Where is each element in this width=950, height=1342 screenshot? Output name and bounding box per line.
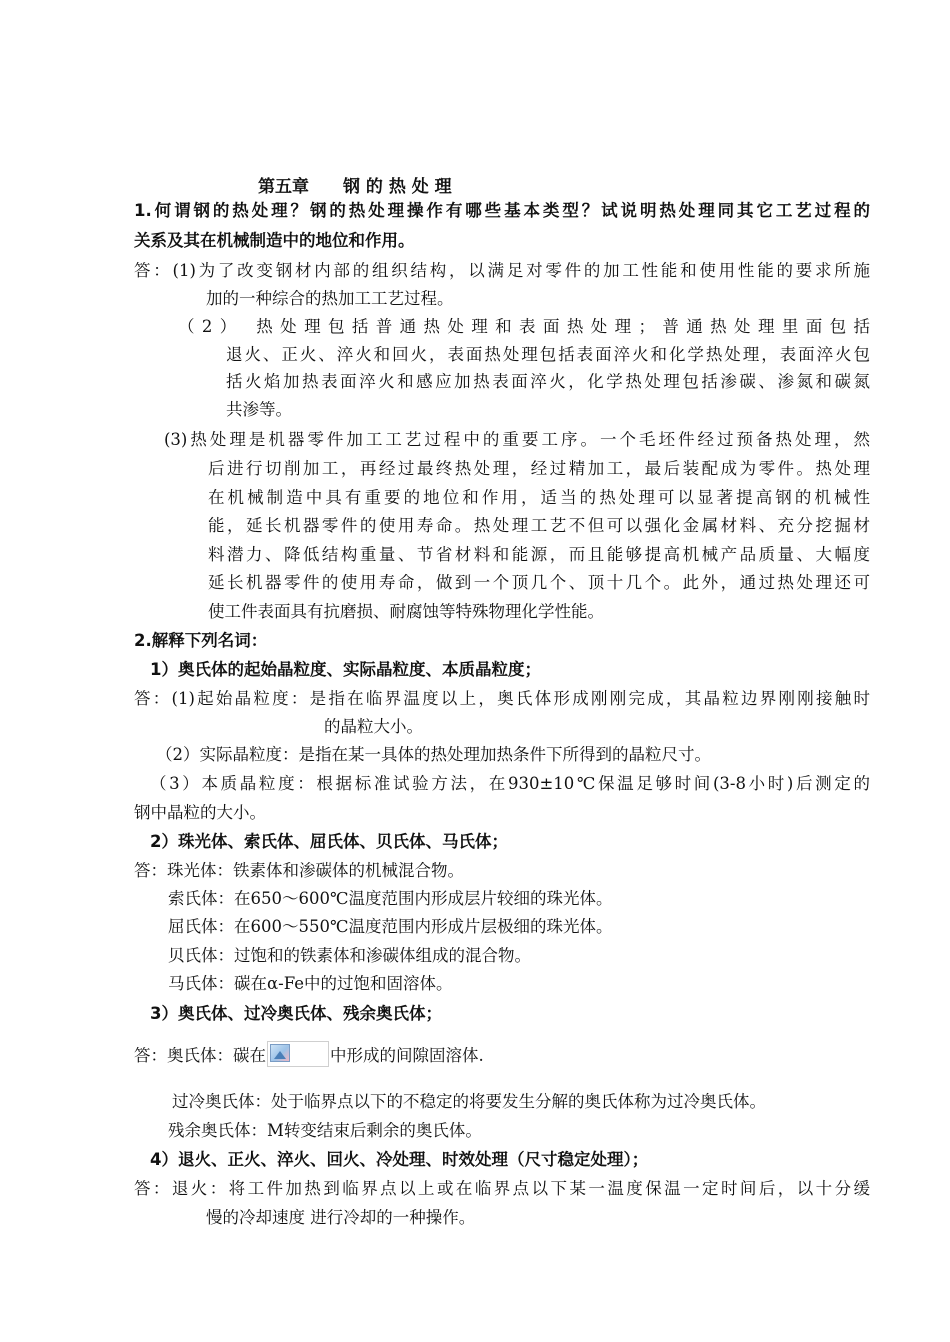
question-1-line-2: 关系及其在机械制造中的地位和作用。 (134, 231, 415, 250)
answer-1-p3-line-2: 后进行切削加工，再经过最终热处理，经过精加工，最后装配成为零件。热处理 (208, 459, 870, 478)
answer-1-p1-line-2: 加的一种综合的热加工工艺过程。 (206, 289, 454, 308)
austenite-text-before: 答：奥氏体：碳在 (134, 1046, 266, 1065)
section-3-answer-retained: 残余奥氏体：M转变结束后剩余的奥氏体。 (168, 1121, 482, 1140)
section-2-answer-sorbite: 索氏体：在650～600℃温度范围内形成层片较细的珠光体。 (168, 889, 613, 908)
section-2-answer-bainite: 贝氏体：过饱和的铁素体和渗碳体组成的混合物。 (168, 946, 531, 965)
question-2-heading: 2.解释下列名词： (134, 631, 268, 650)
answer-1-p2-line-2: 退火、正火、淬火和回火，表面热处理包括表面淬火和化学热处理，表面淬火包 (226, 345, 870, 364)
section-1-answer-3-line-1: （3）本质晶粒度：根据标准试验方法，在930±10℃保温足够时间(3-8小时)后测定的 (150, 774, 870, 793)
section-1-answer-3-line-2: 钢中晶粒的大小。 (134, 803, 266, 822)
answer-1-p3-line-4: 能，延长机器零件的使用寿命。热处理工艺不但可以强化金属材料、充分挖掘材 (208, 516, 870, 535)
section-2-answer-pearlite: 答：珠光体：铁素体和渗碳体的机械混合物。 (134, 861, 464, 880)
answer-1-p3-line-6: 延长机器零件的使用寿命，做到一个顶几个、顶十几个。此外，通过热处理还可 (208, 573, 870, 592)
chapter-number: 第五章 (258, 177, 309, 197)
question-1-line-1: 1.何谓钢的热处理？钢的热处理操作有哪些基本类型？试说明热处理同其它工艺过程的 (134, 201, 870, 220)
section-1-answer-1-line-1: 答：(1)起始晶粒度：是指在临界温度以上，奥氏体形成刚刚完成，其晶粒边界刚刚接触时 (134, 689, 870, 708)
section-2-heading: 2）珠光体、索氏体、屈氏体、贝氏体、马氏体； (150, 832, 508, 851)
answer-1-p3-line-1: (3)热处理是机器零件加工工艺过程中的重要工序。一个毛坯件经过预备热处理，然 (164, 430, 870, 449)
section-1-heading: 1）奥氏体的起始晶粒度、实际晶粒度、本质晶粒度； (150, 660, 541, 679)
section-1-answer-2: （2）实际晶粒度：是指在某一具体的热处理加热条件下所得到的晶粒尺寸。 (156, 745, 711, 764)
austenite-text-after: 中形成的间隙固溶体. (330, 1046, 484, 1065)
answer-1-p2-line-1: （2） 热处理包括普通热处理和表面热处理；普通热处理里面包括 (178, 317, 870, 336)
chapter-subject: 钢 的 热 处 理 (343, 177, 452, 197)
section-2-answer-martensite: 马氏体：碳在α-Fe中的过饱和固溶体。 (168, 974, 453, 993)
answer-1-p3-line-5: 料潜力、降低结构重量、节省材料和能源，而且能够提高机械产品质量、大幅度 (208, 545, 870, 564)
answer-1-p3-line-7: 使工件表面具有抗磨损、耐腐蚀等特殊物理化学性能。 (208, 602, 604, 621)
answer-1-p2-line-3: 括火焰加热表面淬火和感应加热表面淬火，化学热处理包括渗碳、渗氮和碳氮 (226, 372, 870, 391)
section-3-answer-austenite (134, 1041, 484, 1067)
broken-image-icon (267, 1041, 329, 1067)
image-placeholder-icon (270, 1044, 290, 1062)
section-2-answer-troostite: 屈氏体：在600～550℃温度范围内形成片层极细的珠光体。 (168, 917, 613, 936)
section-4-answer-annealing-line-1: 答：退火：将工件加热到临界点以上或在临界点以下某一温度保温一定时间后，以十分缓 (134, 1179, 870, 1198)
section-1-answer-1-line-2: 的晶粒大小。 (324, 717, 423, 736)
answer-1-p3-line-3: 在机械制造中具有重要的地位和作用，适当的热处理可以显著提高钢的机械性 (208, 488, 870, 507)
chapter-title (258, 172, 452, 197)
section-3-heading: 3）奥氏体、过冷奥氏体、残余奥氏体； (150, 1004, 442, 1023)
section-3-answer-undercooled: 过冷奥氏体：处于临界点以下的不稳定的将要发生分解的奥氏体称为过冷奥氏体。 (172, 1092, 766, 1111)
section-4-answer-annealing-line-2: 慢的冷却速度 进行冷却的一种操作。 (206, 1208, 476, 1227)
section-4-heading: 4）退火、正火、淬火、回火、冷处理、时效处理（尺寸稳定处理）； (150, 1150, 649, 1169)
answer-1-p1-line-1: 答：(1)为了改变钢材内部的组织结构，以满足对零件的加工性能和使用性能的要求所施 (134, 261, 870, 280)
answer-1-p2-line-4: 共渗等。 (226, 400, 292, 419)
